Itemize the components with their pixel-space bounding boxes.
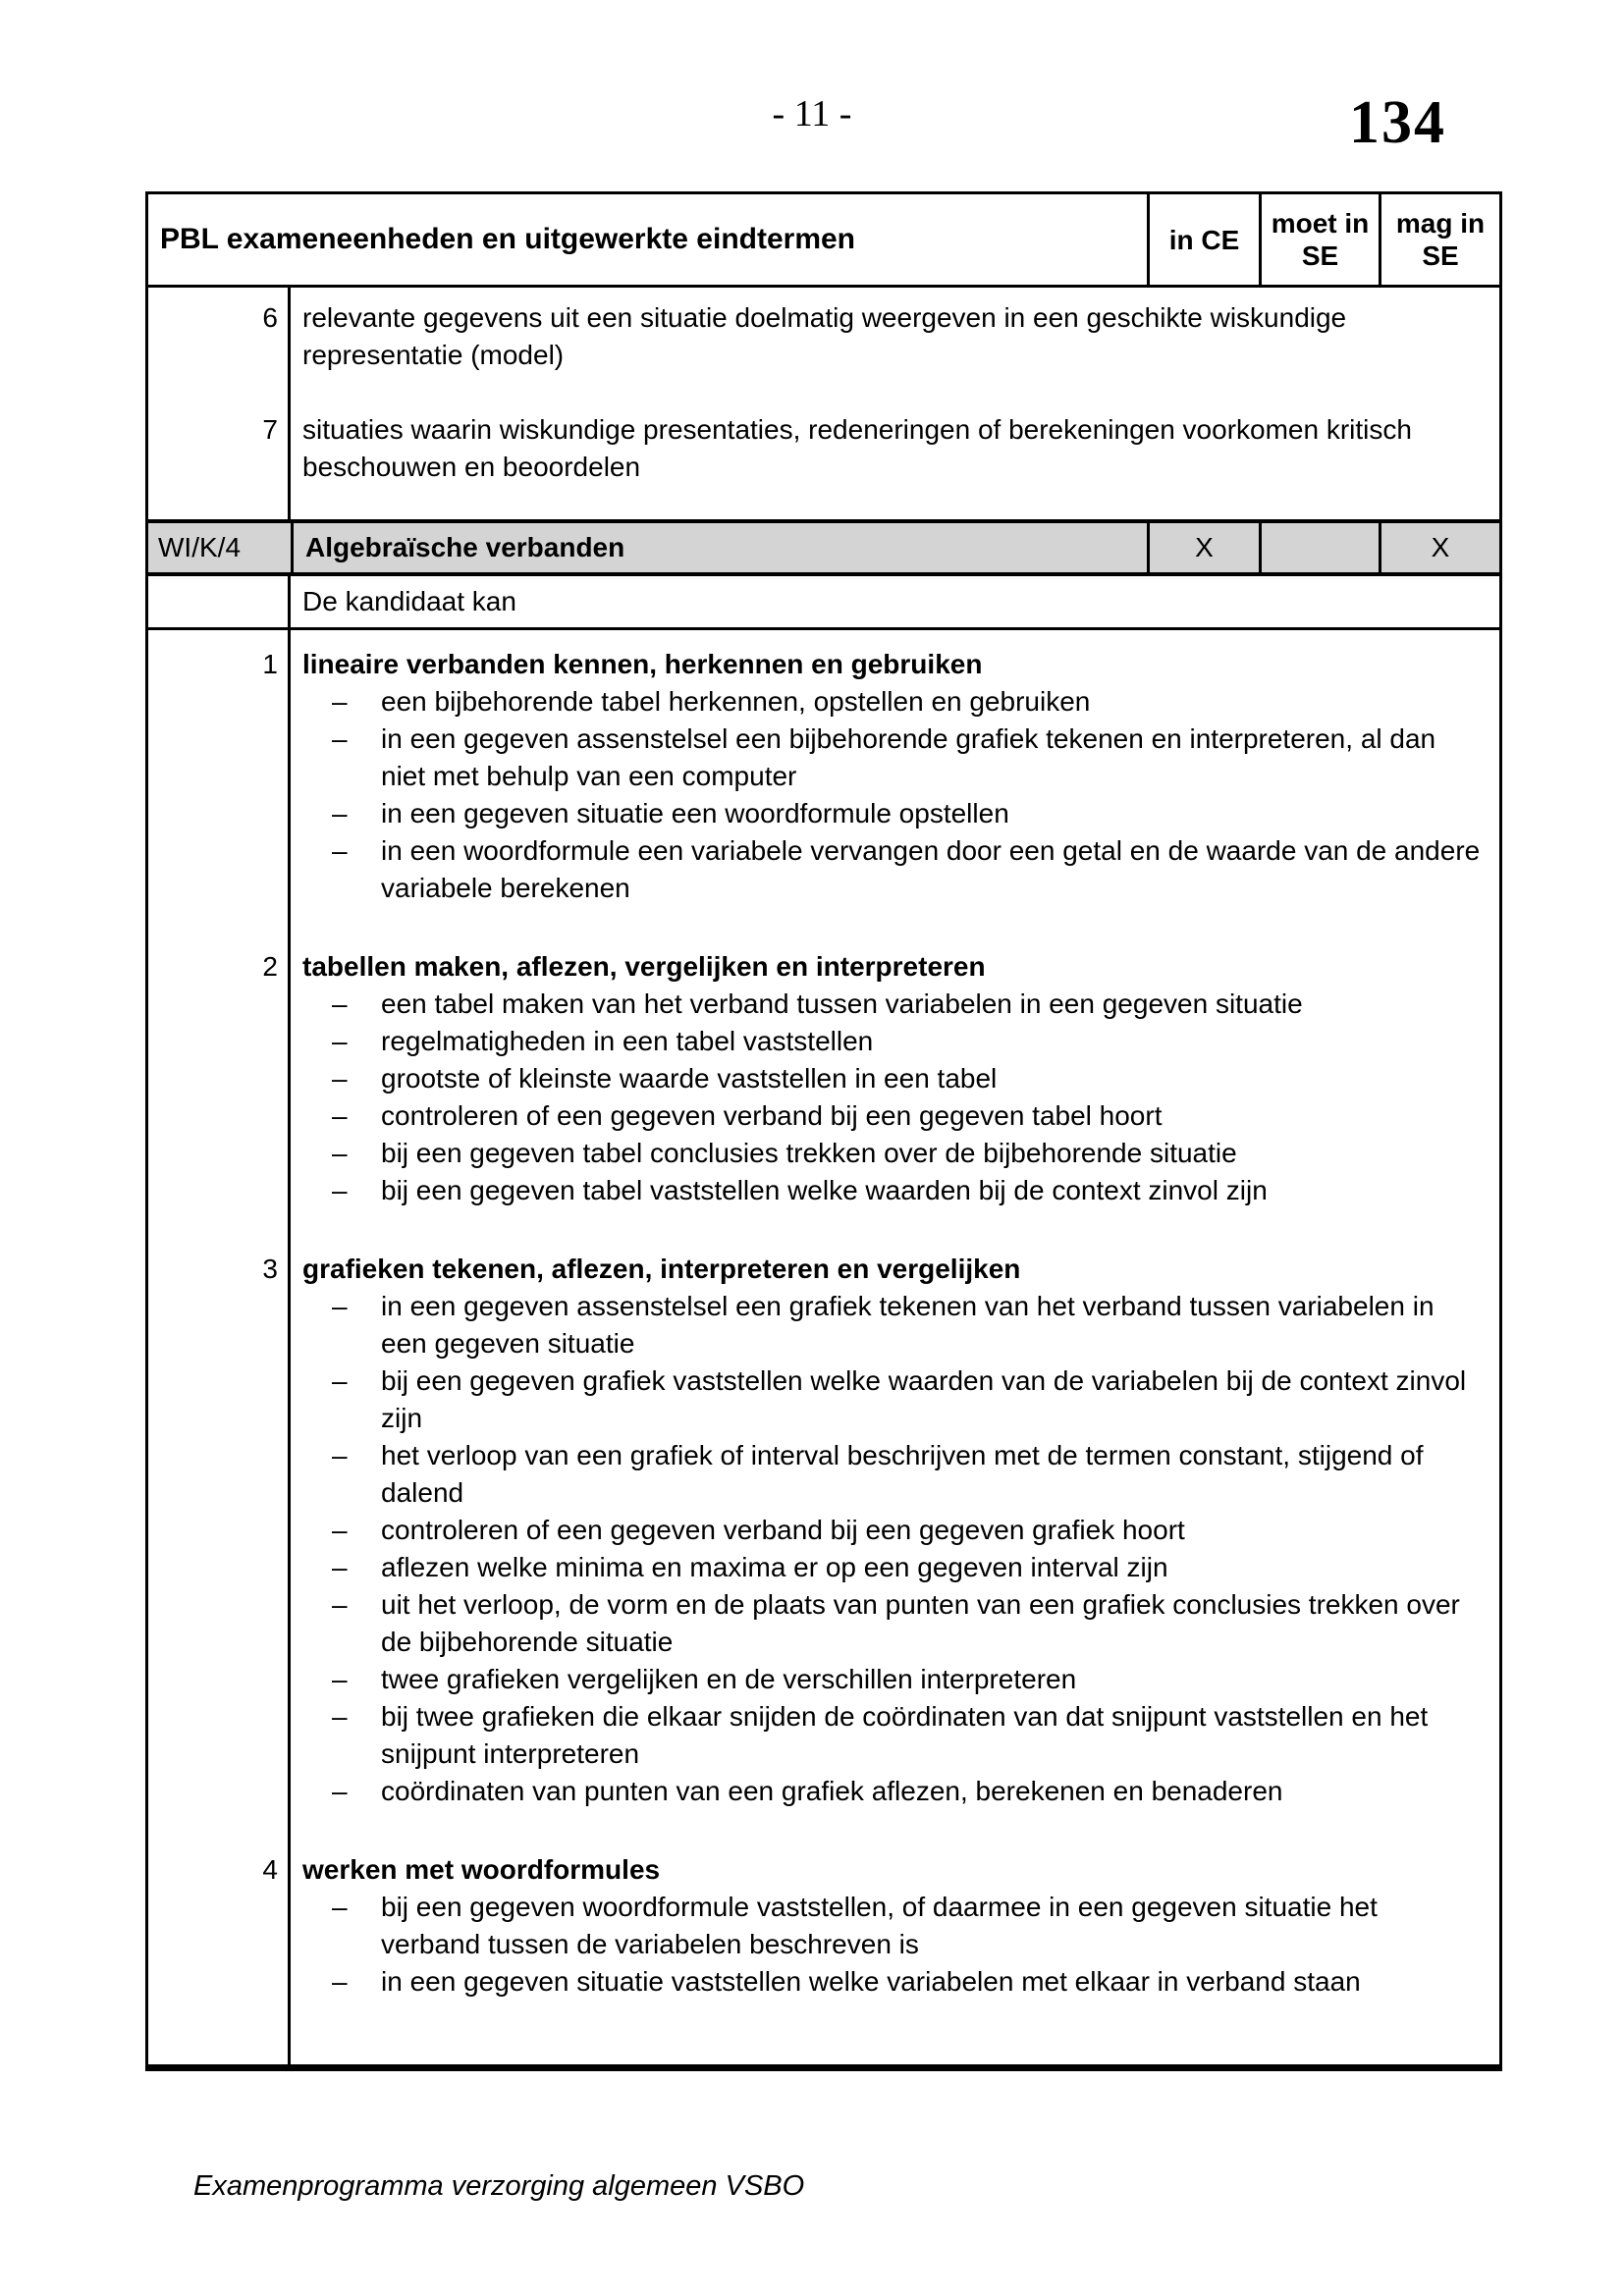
item-heading: tabellen maken, aflezen, vergelijken en interpreteren: [302, 951, 986, 982]
bullet-text: een tabel maken van het verband tussen variabelen in een gegeven situatie: [381, 988, 1303, 1019]
filler-number-cell: [148, 2001, 291, 2064]
bullet-item: [302, 1661, 1484, 1698]
page-number: - 11 -: [772, 93, 852, 134]
dash-marker: –: [332, 1440, 348, 1470]
dash-marker: –: [332, 1892, 348, 1922]
folio-number: 134: [1349, 89, 1446, 156]
dash-marker: –: [332, 1138, 348, 1168]
section-code: WI/K/4: [158, 532, 242, 562]
dash-marker: –: [332, 1552, 348, 1582]
bullet-item: [302, 986, 1484, 1023]
dash-marker: –: [332, 1175, 348, 1205]
bullet-text: bij een gegeven tabel conclusies trekken over de bijbehorende situatie: [381, 1138, 1237, 1168]
bullet-list: [302, 1288, 1484, 1810]
table-row: [148, 1209, 1499, 1810]
bullet-text: regelmatigheden in een tabel vaststellen: [381, 1026, 874, 1056]
table-row: [148, 374, 1499, 519]
dash-marker: –: [332, 686, 348, 717]
bullet-text: een bijbehorende tabel herkennen, opstellen en gebruiken: [381, 686, 1091, 717]
bullet-text: uit het verloop, de vorm en de plaats van punten van een grafiek conclusies trekken over de bijbehorende situatie: [381, 1589, 1460, 1657]
bullet-text: bij twee grafieken die elkaar snijden de coördinaten van dat snijpunt vaststellen en het snijpunt interpreteren: [381, 1701, 1429, 1769]
bullet-item: [302, 1698, 1484, 1773]
bullet-item: [302, 832, 1484, 907]
dash-marker: –: [332, 835, 348, 866]
eindterm-text: relevante gegevens uit een situatie doelmatig weergeven in een geschikte wiskundige representatie (model): [302, 302, 1347, 370]
bullet-item: [302, 1586, 1484, 1661]
eindterm-number: 7: [148, 374, 291, 519]
dash-marker: –: [332, 988, 348, 1019]
section-title: Algebraïsche verbanden: [291, 523, 1147, 572]
dash-marker: –: [332, 1515, 348, 1545]
bullet-item: [302, 1362, 1484, 1437]
eindtermen-section: [148, 288, 1499, 519]
dash-marker: –: [332, 1100, 348, 1131]
table-row: [148, 907, 1499, 1209]
eindterm-text: situaties waarin wiskundige presentaties, redeneringen of berekeningen voorkomen kritisch beschouwen en beoordelen: [302, 414, 1412, 482]
table-filler: [148, 2001, 1499, 2064]
bullet-text: controleren of een gegeven verband bij een gegeven grafiek hoort: [381, 1515, 1185, 1545]
bullet-item: [302, 1889, 1484, 1963]
bullet-item: [302, 1097, 1484, 1135]
bullet-list: [302, 683, 1484, 907]
bullet-item: [302, 683, 1484, 721]
bullet-text: coördinaten van punten van een grafiek aflezen, berekenen en benaderen: [381, 1776, 1283, 1806]
bullet-text: grootste of kleinste waarde vaststellen in een tabel: [381, 1063, 998, 1094]
bullet-item: [302, 1135, 1484, 1172]
bullet-item: [302, 1172, 1484, 1209]
table-title: PBL exameneenheden en uitgewerkte eindtermen: [160, 223, 856, 255]
bullet-item: [302, 721, 1484, 795]
bullet-item: [302, 1437, 1484, 1512]
bullet-text: bij een gegeven grafiek vaststellen welke waarden van de variabelen bij de context zinvol zijn: [381, 1365, 1467, 1433]
column-header-moet-in-se: moet in SE: [1259, 194, 1379, 285]
bullet-text: het verloop van een grafiek of interval beschrijven met de termen constant, stijgend of dalend: [381, 1440, 1424, 1508]
section-row: [148, 519, 1499, 576]
bullet-text: in een woordformule een variabele vervangen door een getal en de waarde van de andere variabele berekenen: [381, 835, 1481, 903]
item-number: 1: [148, 630, 291, 907]
bullet-item: [302, 1963, 1484, 2001]
document-footer: Examenprogramma verzorging algemeen VSBO: [193, 2170, 805, 2202]
item-number: 4: [148, 1810, 291, 2001]
dash-marker: –: [332, 1026, 348, 1056]
dash-marker: –: [332, 1291, 348, 1321]
bullet-text: aflezen welke minima en maxima er op een gegeven interval zijn: [381, 1552, 1168, 1582]
item-rows: [148, 630, 1499, 2001]
dash-marker: –: [332, 798, 348, 828]
eindterm-number: 6: [148, 288, 291, 374]
bullet-item: [302, 1023, 1484, 1060]
bullet-list: [302, 986, 1484, 1209]
intro-text: De kandidaat kan: [302, 586, 516, 616]
dash-marker: –: [332, 1966, 348, 1997]
section-moet-se-mark: [1259, 523, 1379, 572]
bullet-item: [302, 1512, 1484, 1549]
intro-number-cell: [148, 576, 291, 627]
bullet-item: [302, 795, 1484, 832]
bullet-text: in een gegeven situatie een woordformule opstellen: [381, 798, 1009, 828]
table-header-row: [148, 194, 1499, 288]
table-row: [148, 288, 1499, 374]
table-row: [148, 630, 1499, 907]
item-number: 3: [148, 1209, 291, 1810]
bullet-text: bij een gegeven woordformule vaststellen, of daarmee in een gegeven situatie het verband tussen de variabelen beschreven is: [381, 1892, 1378, 1959]
bullet-text: in een gegeven assenstelsel een grafiek tekenen van het verband tussen variabelen in een gegeven situatie: [381, 1291, 1435, 1359]
dash-marker: –: [332, 1063, 348, 1094]
section-mag-se-mark: X: [1379, 523, 1499, 572]
dash-marker: –: [332, 1664, 348, 1694]
item-heading: werken met woordformules: [302, 1854, 661, 1885]
bullet-text: bij een gegeven tabel vaststellen welke waarden bij de context zinvol zijn: [381, 1175, 1268, 1205]
dash-marker: –: [332, 1701, 348, 1732]
bullet-text: in een gegeven assenstelsel een bijbehorende grafiek tekenen en interpreteren, al dan niet met behulp van een computer: [381, 723, 1436, 791]
item-heading: lineaire verbanden kennen, herkennen en gebruiken: [302, 649, 983, 679]
column-header-in-ce: in CE: [1147, 194, 1259, 285]
bullet-item: [302, 1288, 1484, 1362]
section-in-ce-mark: X: [1147, 523, 1259, 572]
exam-table: [145, 191, 1502, 2071]
item-heading: grafieken tekenen, aflezen, interpreteren en vergelijken: [302, 1254, 1021, 1284]
dash-marker: –: [332, 1365, 348, 1396]
intro-row: [148, 576, 1499, 630]
bullet-item: [302, 1773, 1484, 1810]
bullet-text: twee grafieken vergelijken en de verschillen interpreteren: [381, 1664, 1077, 1694]
items-section: [148, 630, 1499, 2064]
bullet-text: controleren of een gegeven verband bij een gegeven tabel hoort: [381, 1100, 1163, 1131]
bullet-list: [302, 1889, 1484, 2001]
bullet-item: [302, 1549, 1484, 1586]
dash-marker: –: [332, 1589, 348, 1620]
bullet-text: in een gegeven situatie vaststellen welke variabelen met elkaar in verband staan: [381, 1966, 1361, 1997]
dash-marker: –: [332, 1776, 348, 1806]
column-header-mag-in-se: mag in SE: [1379, 194, 1499, 285]
dash-marker: –: [332, 723, 348, 754]
bullet-item: [302, 1060, 1484, 1097]
table-row: [148, 1810, 1499, 2001]
item-number: 2: [148, 907, 291, 1209]
